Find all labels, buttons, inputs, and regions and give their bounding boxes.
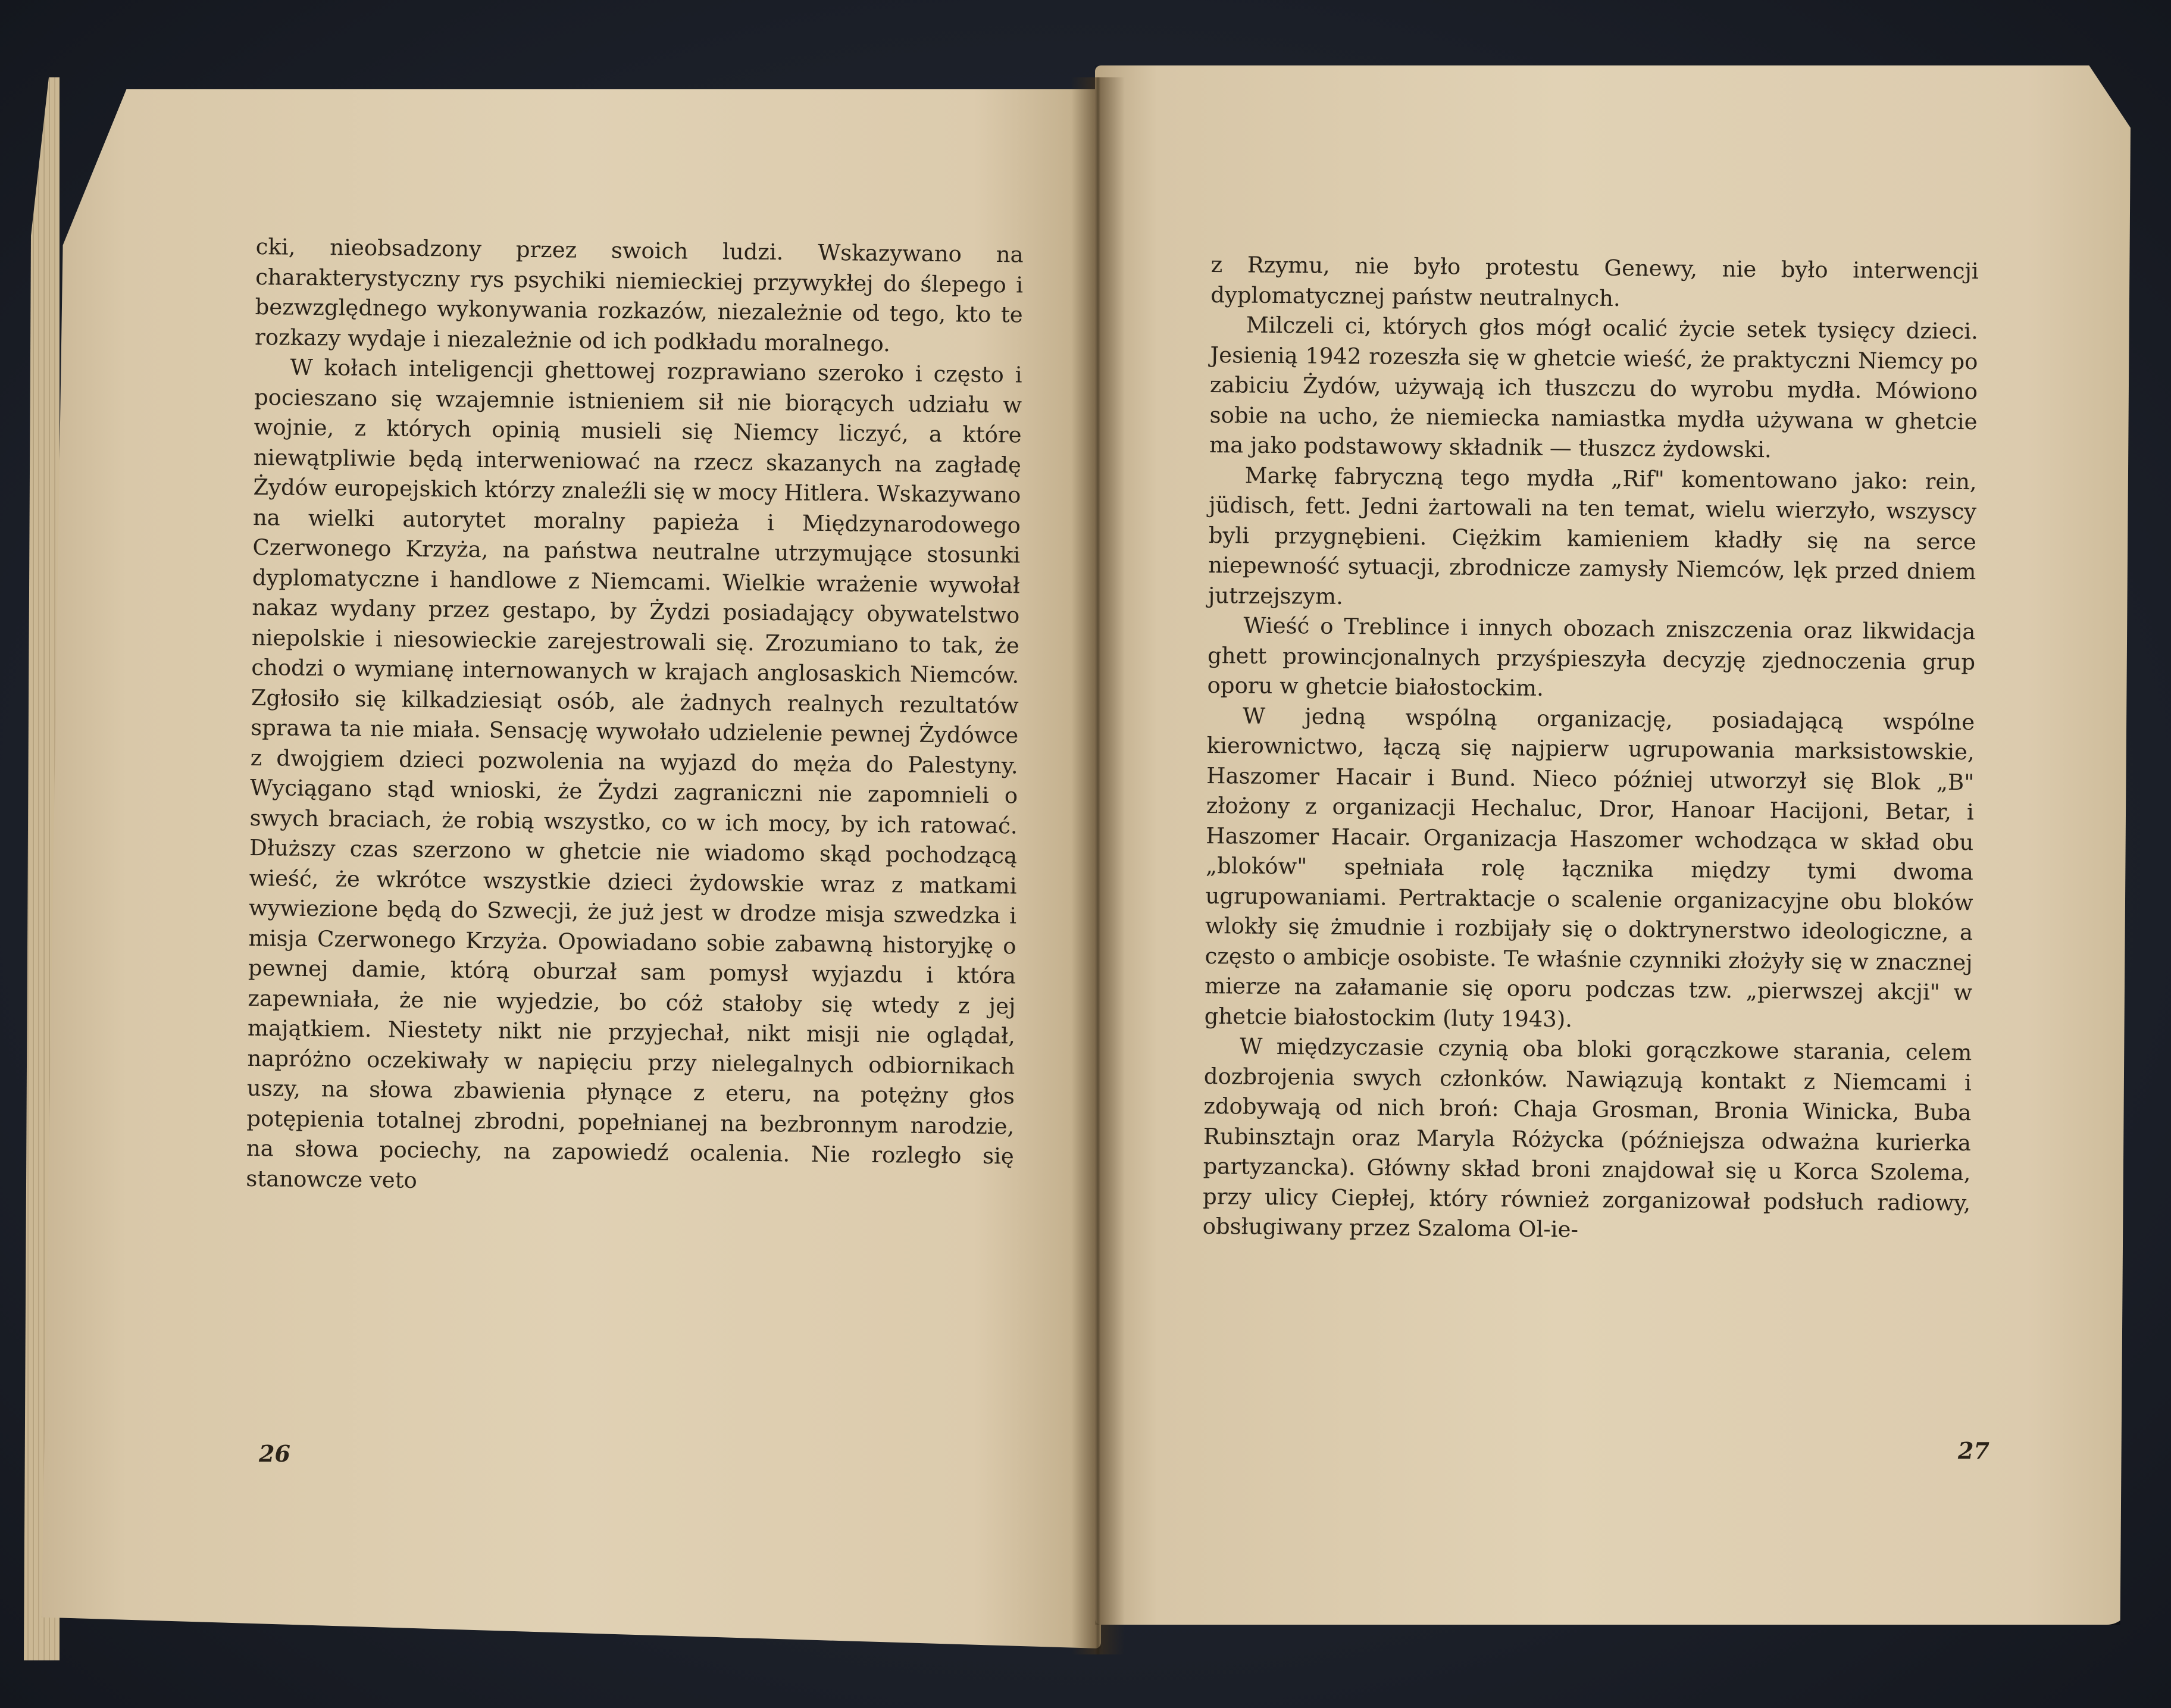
right-paragraph-5: W jedną wspólną organizację, posiadającą wspólne kierownictwo, łączą się najpierw ugrupowania marksistowskie, Haszomer Hacair i Bund. Nieco później utworzył się Blok „B" złożony z organizacji Hechaluc, Dror, Hanoar Hacijoni, Betar, i Haszomer Hacair. Organizacja Haszomer wchodząca w skład obu „bloków" spełniała rolę łącznika między tymi dwoma ugrupowaniami. Pertraktacje o scalenie organizacyjne obu bloków wlokły się żmudnie i rozbijały się o doktrynerstwo ideologiczne, a często o ambicje osobiste. Te właśnie czynniki złożyły się w znacznej mierze na załamanie się oporu podczas tzw. „pierwszej akcji" w ghetcie białostockim (luty 1943).: [1204, 702, 1975, 1032]
right-paragraph-1: z Rzymu, nie było protestu Genewy, nie było interwencji dyplomatycznej państw neutralnych.: [1210, 251, 1979, 311]
right-page-number: 27: [1958, 1437, 1989, 1464]
left-paragraph-1: cki, nieobsadzony przez swoich ludzi. Wskazywano na charakterystyczny rys psychiki niemieckiej przywykłej do ślepego i bezwzględnego wykonywania rozkazów, niezależnie od tego, kto te rozkazy wydaje i niezależnie od ich podkładu moralnego.: [254, 233, 1024, 356]
left-page-number: 26: [259, 1440, 290, 1467]
right-paragraph-4: Wieść o Treblince i innych obozach zniszczenia oraz likwidacja ghett prowincjonalnych przyśpieszyła decyzję zjednoczenia grup oporu w ghetcie białostockim.: [1207, 612, 1976, 701]
right-paragraph-6: W międzyczasie czynią oba bloki gorączkowe starania, celem dozbrojenia swych członków. Nawiązują kontakt z Niemcami i zdobywają od nich broń: Chaja Grosman, Bronia Winicka, Buba Rubinsztajn oraz Maryla Różycka (późniejsza odważna kurierka partyzancka). Główny skład broni znajdował się u Korca Szolema, przy ulicy Ciepłej, który również zorganizował podsłuch radiowy, obsługiwany przez Szaloma Ol-ie-: [1202, 1033, 1972, 1243]
open-book: [24, 54, 2142, 1678]
right-paragraph-3: Markę fabryczną tego mydła „Rif" komentowano jako: rein, jüdisch, fett. Jedni żartowali na ten temat, wielu wierzyło, wszyscy byli przygnębieni. Ciężkim kamieniem kładły się na serce niepewność sytuacji, zbrodnicze zamysły Niemców, lęk przed dniem jutrzejszym.: [1207, 462, 1977, 609]
right-page-text: [1202, 250, 1978, 1249]
left-paragraph-2: W kołach inteligencji ghettowej rozprawiano szeroko i często i pocieszano się wzajemnie istnieniem sił nie biorących udziału w wojnie, z których opinią musieli się Niemcy liczyć, a które niewątpliwie będą interweniować na rzecz skazanych na zagładę Żydów europejskich którzy znaleźli się w mocy Hitlera. Wskazywano na wielki autorytet moralny papieża i Międzynarodowego Czerwonego Krzyża, na państwa neutralne utrzymujące stosunki dyplomatyczne i handlowe z Niemcami. Wielkie wrażenie wywołał nakaz wydany przez gestapo, by Żydzi posiadający obywatelstwo niepolskie i niesowieckie zarejestrowali się. Zrozumiano to tak, że chodzi o wymianę internowanych w krajach anglosaskich Niemców. Zgłosiło się kilkadziesiąt osób, ale żadnych realnych rezultatów sprawa ta nie miała. Sensację wywołało udzielenie pewnej Żydówce z dwojgiem dzieci pozwolenia na wyjazd do męża do Palestyny. Wyciągano stąd wnioski, że Żydzi zagraniczni nie zapomnieli o swych braciach, że robią wszystko, co w ich mocy, by ich ratować. Dłuższy czas szerzono w ghetcie nie wiadomo skąd pochodzącą wieść, że wkrótce wszystkie dzieci żydowskie wraz z matkami wywiezione będą do Szwecji, że już jest w drodze misja szwedzka i misja Czerwonego Krzyża. Opowiadano sobie zabawną historyjkę o pewnej damie, którą oburzał sam pomysł wyjazdu i która zapewniała, że nie wyjedzie, bo cóż stałoby się wtedy z jej majątkiem. Niestety nikt nie przyjechał, nikt misji nie oglądał, napróżno oczekiwały w napięciu przy nielegalnych odbiornikach uszy, na słowa zbawienia płynące z eteru, na potężny głos potępienia totalnej zbrodni, popełnianej na bezbronnym narodzie, na słowa pociechy, na zapowiedź ocalenia. Nie rozległo się stanowcze veto: [246, 354, 1022, 1193]
book-spine: [1071, 77, 1125, 1654]
left-page-text: [246, 232, 1024, 1202]
right-paragraph-2: Milczeli ci, których głos mógł ocalić życie setek tysięcy dzieci. Jesienią 1942 rozeszła się w ghetcie wieść, że praktyczni Niemcy po zabiciu Żydów, używają ich tłuszczu do wyrobu mydła. Mówiono sobie na ucho, że niemiecka namiastka mydła używana w ghetcie ma jako podstawowy składnik — tłuszcz żydowski.: [1209, 312, 1979, 463]
